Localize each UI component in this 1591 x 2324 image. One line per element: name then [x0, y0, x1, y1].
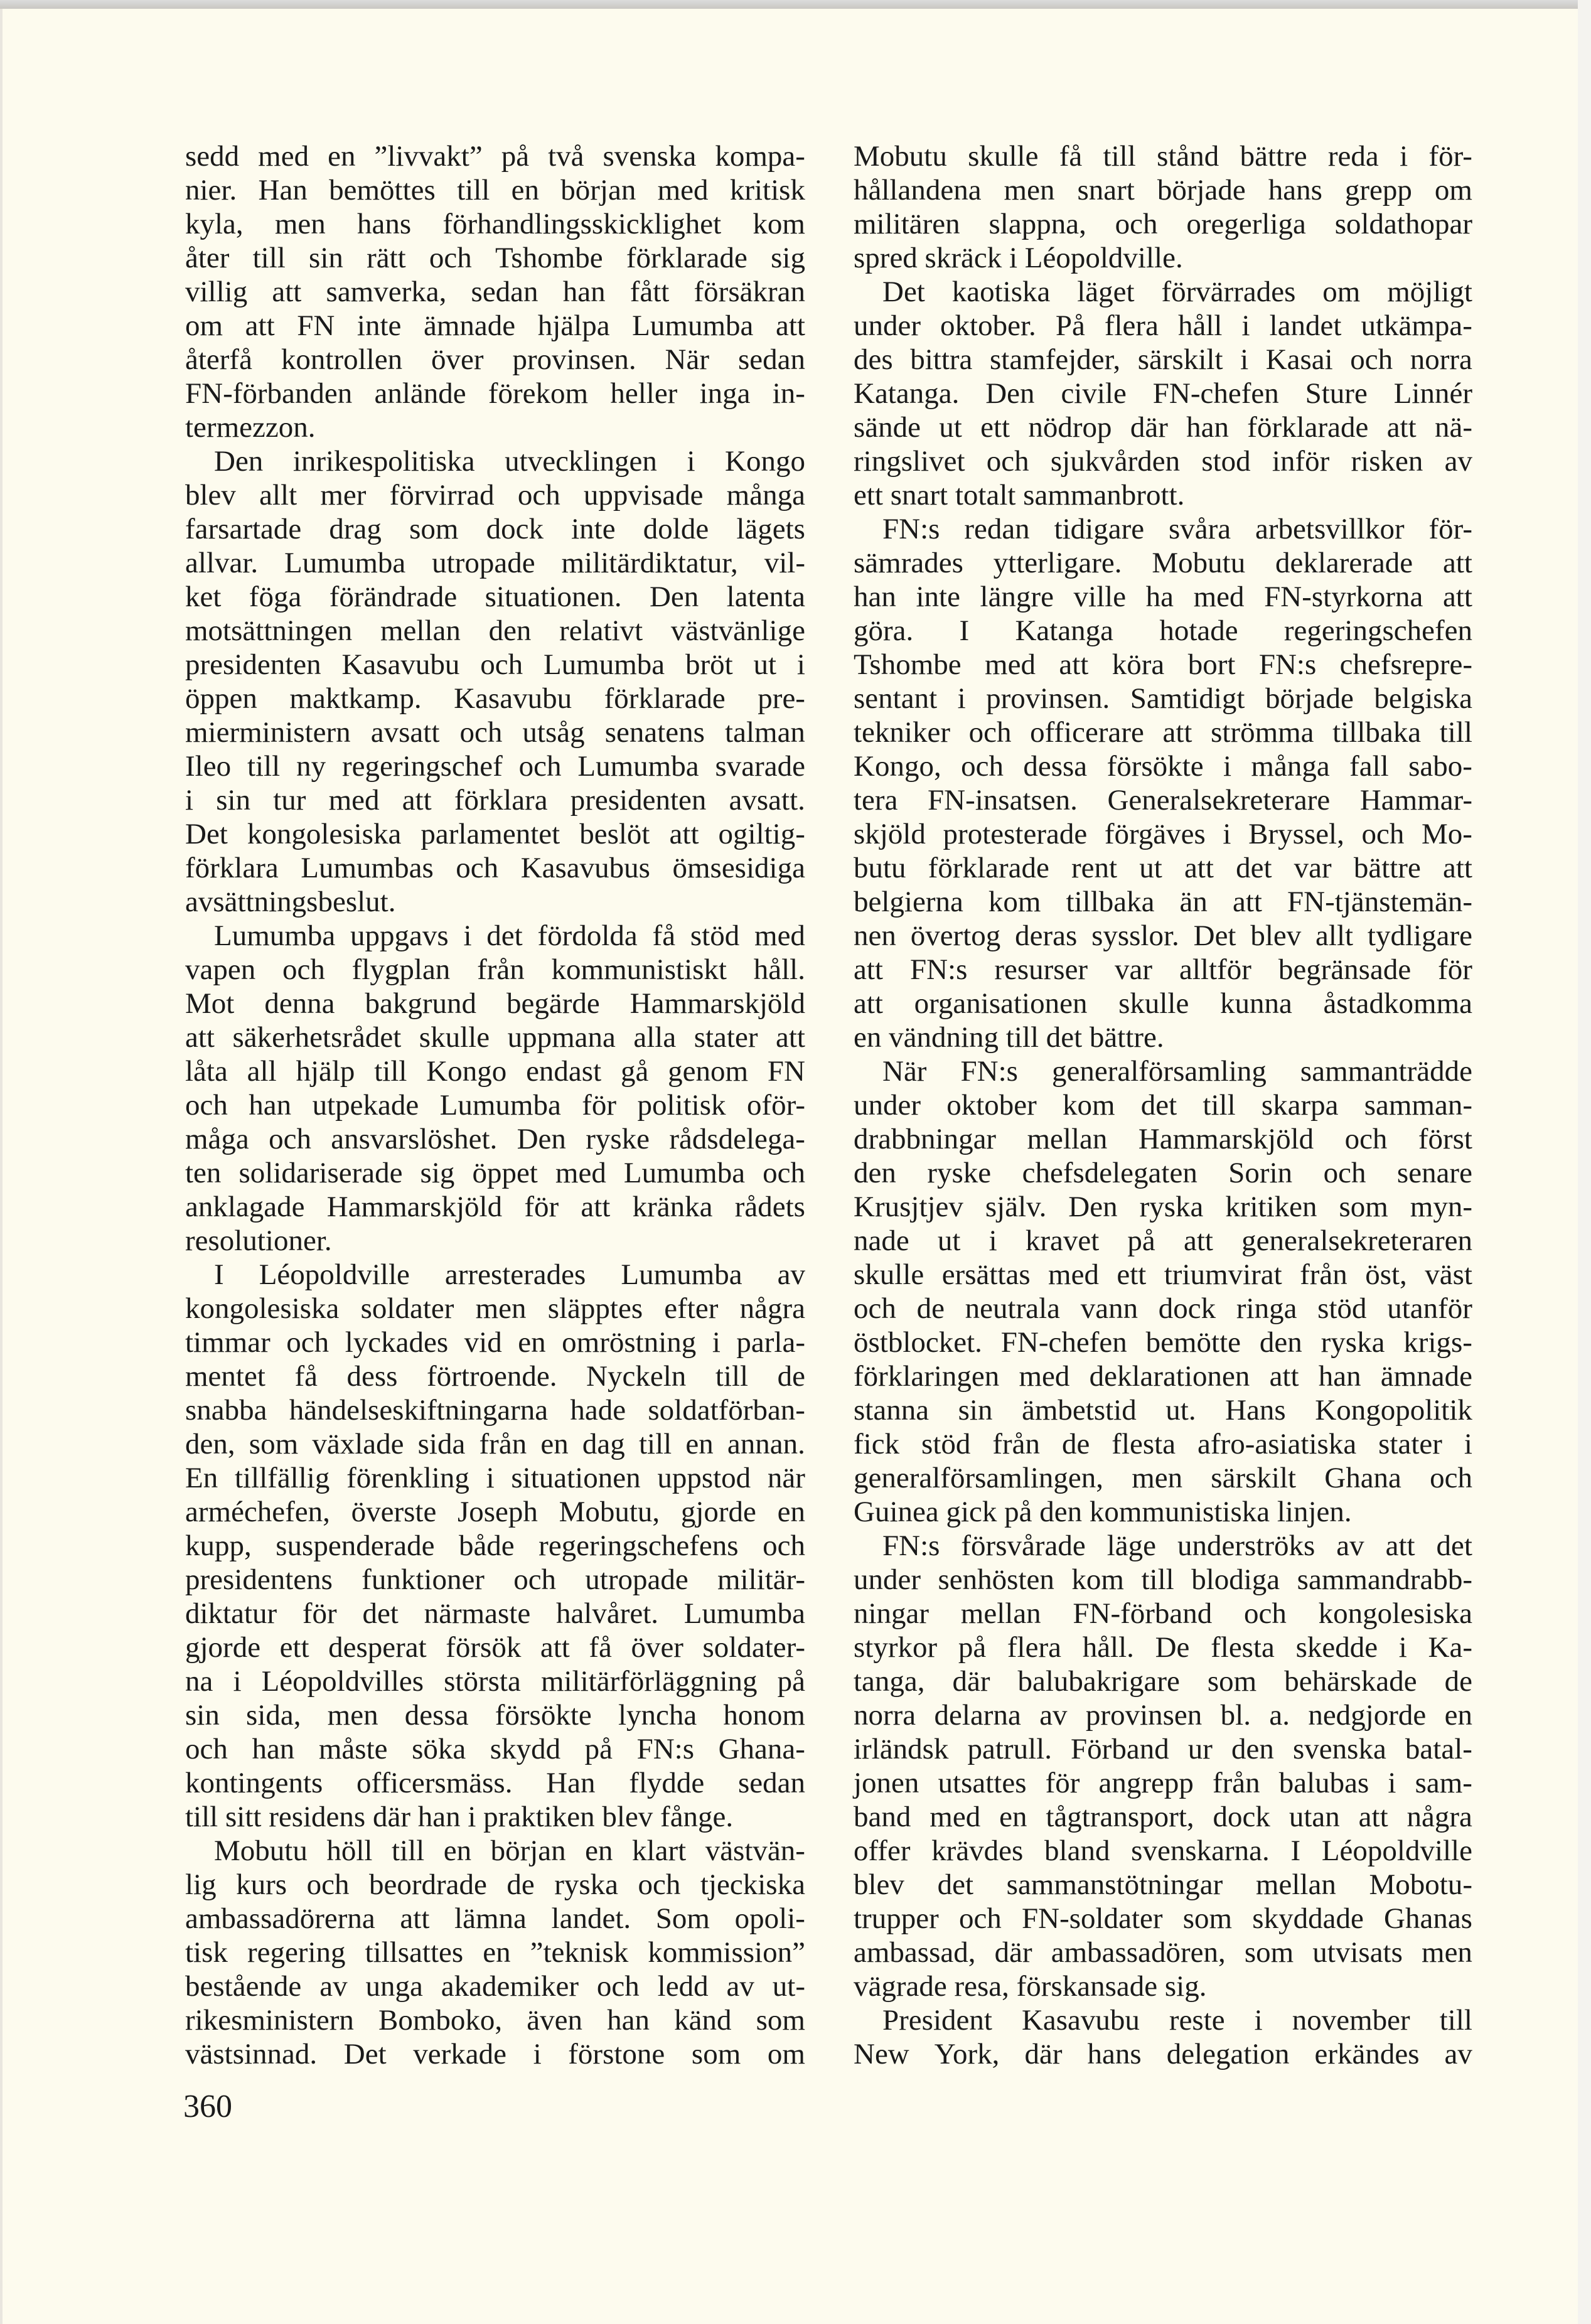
- text-line: förklaringen med deklarationen att han ämnade: [854, 1360, 1472, 1393]
- text-line: irländsk patrull. Förband ur den svenska batal-: [854, 1733, 1472, 1765]
- text-line: låta all hjälp till Kongo endast gå genom FN: [185, 1055, 805, 1088]
- text-line: New York, där hans delegation erkändes av: [854, 2038, 1472, 2070]
- text-line: tisk regering tillsattes en ”teknisk kommission”: [185, 1936, 805, 1969]
- scan-top-edge: [0, 0, 1591, 9]
- text-line: President Kasavubu reste i november till: [882, 2004, 1472, 2037]
- text-line: hållandena men snart började hans grepp om: [854, 174, 1472, 206]
- text-line: farsartade drag som dock inte dolde lägets: [185, 513, 805, 545]
- text-line: om att FN inte ämnade hjälpa Lumumba att: [185, 309, 805, 342]
- text-line: I Léopoldville arresterades Lumumba av: [214, 1258, 805, 1291]
- text-line: öppen maktkamp. Kasavubu förklarade pre-: [185, 682, 805, 715]
- text-line: under senhösten kom till blodiga sammandrabb-: [854, 1563, 1472, 1596]
- paragraph: [854, 512, 1472, 1054]
- text-line: Tshombe med att köra bort FN:s chefsrepre-: [854, 648, 1472, 681]
- text-line: band med en tågtransport, dock utan att några: [854, 1801, 1472, 1833]
- text-line: generalförsamlingen, men särskilt Ghana och: [854, 1462, 1472, 1494]
- text-line: diktatur för det närmaste halvåret. Lumumba: [185, 1597, 805, 1630]
- paragraph: [185, 1258, 805, 1834]
- text-line: ten solidariserade sig öppet med Lumumba och: [185, 1157, 805, 1189]
- text-line: och han utpekade Lumumba för politisk oför-: [185, 1089, 805, 1122]
- text-line: na i Léopoldvilles största militärförläggning på: [185, 1665, 805, 1698]
- text-line: i sin tur med att förklara presidenten avsatt.: [185, 784, 805, 817]
- text-line: åter till sin rätt och Tshombe förklarade sig: [185, 242, 805, 274]
- text-line: rikesministern Bomboko, även han känd som: [185, 2004, 805, 2037]
- text-line: att säkerhetsrådet skulle uppmana alla stater att: [185, 1021, 805, 1054]
- text-column-left: [185, 139, 805, 2071]
- text-line: Mobutu höll till en början en klart västvän-: [214, 1834, 805, 1867]
- text-line: stanna sin ämbetstid ut. Hans Kongopolitik: [854, 1394, 1472, 1427]
- text-line: sentant i provinsen. Samtidigt började belgiska: [854, 682, 1472, 715]
- text-line: kontingents officersmäss. Han flydde sedan: [185, 1767, 805, 1799]
- text-line: nier. Han bemöttes till en början med kritisk: [185, 174, 805, 206]
- paragraph: [854, 1054, 1472, 1529]
- text-line: timmar och lyckades vid en omröstning i parla-: [185, 1326, 805, 1359]
- text-line: mierministern avsatt och utsåg senatens talman: [185, 716, 805, 749]
- text-line: under oktober. På flera håll i landet utkämpa-: [854, 309, 1472, 342]
- text-line: han inte längre ville ha med FN-styrkorna att: [854, 581, 1472, 613]
- text-line: skulle ersättas med ett triumvirat från öst, väst: [854, 1258, 1472, 1291]
- text-line: FN:s försvårade läge underströks av att det: [882, 1529, 1472, 1562]
- page-number: 360: [183, 2089, 232, 2124]
- text-line: Guinea gick på den kommunistiska linjen.: [854, 1496, 1352, 1528]
- text-line: skjöld protesterade förgäves i Bryssel, och Mo-: [854, 818, 1472, 850]
- text-line: tekniker och officerare att strömma tillbaka till: [854, 716, 1472, 749]
- text-line: och han måste söka skydd på FN:s Ghana-: [185, 1733, 805, 1765]
- text-line: till sitt residens där han i praktiken blev fånge.: [185, 1801, 734, 1833]
- text-line: Ileo till ny regeringschef och Lumumba svarade: [185, 750, 805, 783]
- text-line: Mobutu skulle få till stånd bättre reda i för-: [854, 140, 1472, 173]
- text-line: göra. I Katanga hotade regeringschefen: [854, 614, 1472, 647]
- text-line: nen övertog deras sysslor. Det blev allt tydligare: [854, 919, 1472, 952]
- text-line: trupper och FN-soldater som skyddade Ghanas: [854, 1902, 1472, 1935]
- text-line: Det kongolesiska parlamentet beslöt att ogiltig-: [185, 818, 805, 850]
- text-line: sände ut ett nödrop där han förklarade att nä-: [854, 411, 1472, 444]
- text-line: måga och ansvarslöshet. Den ryske rådsdelega-: [185, 1123, 805, 1155]
- text-line: ambassadörerna att lämna landet. Som opoli-: [185, 1902, 805, 1935]
- text-line: kupp, suspenderade både regeringschefens och: [185, 1529, 805, 1562]
- text-line: termezzon.: [185, 411, 316, 444]
- text-line: anklagade Hammarskjöld för att kränka rådets: [185, 1191, 805, 1223]
- text-line: ket föga förändrade situationen. Den latenta: [185, 581, 805, 613]
- text-line: arméchefen, överste Joseph Mobutu, gjorde en: [185, 1496, 805, 1528]
- text-line: ringslivet och sjukvården stod inför risken av: [854, 445, 1472, 478]
- paragraph: [854, 1529, 1472, 2003]
- text-line: mentet få dess förtroende. Nyckeln till de: [185, 1360, 805, 1393]
- text-column-right: [854, 139, 1472, 2071]
- text-line: ett snart totalt sammanbrott.: [854, 479, 1185, 511]
- text-line: östblocket. FN-chefen bemötte den ryska krigs-: [854, 1326, 1472, 1359]
- text-line: Mot denna bakgrund begärde Hammarskjöld: [185, 987, 805, 1020]
- text-line: FN:s redan tidigare svåra arbetsvillkor för-: [882, 513, 1472, 545]
- text-line: tera FN-insatsen. Generalsekreterare Hammar-: [854, 784, 1472, 817]
- text-line: allvar. Lumumba utropade militärdiktatur, vil-: [185, 547, 805, 579]
- text-line: militären slappna, och oregerliga soldathopar: [854, 208, 1472, 240]
- text-line: Katanga. Den civile FN-chefen Sture Linnér: [854, 377, 1472, 410]
- text-line: att FN:s resurser var alltför begränsade för: [854, 953, 1472, 986]
- text-line: drabbningar mellan Hammarskjöld och först: [854, 1123, 1472, 1155]
- text-line: spred skräck i Léopoldville.: [854, 242, 1183, 274]
- text-line: offer krävdes bland svenskarna. I Léopoldville: [854, 1834, 1472, 1867]
- paragraph: [185, 444, 805, 919]
- paragraph: [185, 139, 805, 444]
- text-line: norra delarna av provinsen bl. a. nedgjorde en: [854, 1699, 1472, 1732]
- text-line: vägrade resa, förskansade sig.: [854, 1970, 1207, 2003]
- text-line: västsinnad. Det verkade i förstone som om: [185, 2038, 805, 2070]
- text-line: bestående av unga akademiker och ledd av ut-: [185, 1970, 805, 2003]
- text-line: butu förklarade rent ut att det var bättre att: [854, 852, 1472, 884]
- text-line: att organisationen skulle kunna åstadkomma: [854, 987, 1472, 1020]
- text-line: sämrades ytterligare. Mobutu deklarerade att: [854, 547, 1472, 579]
- text-line: Kongo, och dessa försökte i många fall sabo-: [854, 750, 1472, 783]
- text-line: avsättningsbeslut.: [185, 886, 396, 918]
- text-line: och de neutrala vann dock ringa stöd utanför: [854, 1292, 1472, 1325]
- text-line: des bittra stamfejder, särskilt i Kasai och norra: [854, 343, 1472, 376]
- text-line: FN-förbanden anlände förekom heller inga in-: [185, 377, 805, 410]
- text-line: En tillfällig förenkling i situationen uppstod när: [185, 1462, 805, 1494]
- text-line: Den inrikespolitiska utvecklingen i Kongo: [214, 445, 805, 478]
- text-line: under oktober kom det till skarpa samman-: [854, 1089, 1472, 1122]
- text-line: snabba händelseskiftningarna hade soldatförban-: [185, 1394, 805, 1427]
- text-line: blev det sammanstötningar mellan Mobotu-: [854, 1868, 1472, 1901]
- text-line: presidenten Kasavubu och Lumumba bröt ut i: [185, 648, 805, 681]
- text-line: nade ut i kravet på att generalsekreteraren: [854, 1224, 1472, 1257]
- text-line: sedd med en ”livvakt” på två svenska kompa-: [185, 140, 805, 173]
- text-line: den ryske chefsdelegaten Sorin och senare: [854, 1157, 1472, 1189]
- paragraph: [854, 275, 1472, 512]
- text-line: Lumumba uppgavs i det fördolda få stöd med: [214, 919, 805, 952]
- text-line: presidentens funktioner och utropade militär-: [185, 1563, 805, 1596]
- text-line: kongolesiska soldater men släpptes efter några: [185, 1292, 805, 1325]
- text-line: jonen utsattes för angrepp från balubas i sam-: [854, 1767, 1472, 1799]
- text-line: vapen och flygplan från kommunistiskt håll.: [185, 953, 805, 986]
- text-line: villig att samverka, sedan han fått försäkran: [185, 276, 805, 308]
- scan-right-edge: [1578, 0, 1591, 2324]
- text-line: gjorde ett desperat försök att få över soldater-: [185, 1631, 805, 1664]
- paragraph: [854, 139, 1472, 275]
- paragraph: [185, 919, 805, 1258]
- text-line: kyla, men hans förhandlingsskicklighet kom: [185, 208, 805, 240]
- text-line: Krusjtjev själv. Den ryska kritiken som myn-: [854, 1191, 1472, 1223]
- text-line: förklara Lumumbas och Kasavubus ömsesidiga: [185, 852, 805, 884]
- text-line: styrkor på flera håll. De flesta skedde i Ka-: [854, 1631, 1472, 1664]
- paragraph: [185, 1834, 805, 2071]
- text-line: den, som växlade sida från en dag till en annan.: [185, 1428, 805, 1460]
- text-line: När FN:s generalförsamling sammanträdde: [882, 1055, 1472, 1088]
- text-line: Det kaotiska läget förvärrades om möjligt: [882, 276, 1472, 308]
- text-line: motsättningen mellan den relativt västvänlige: [185, 614, 805, 647]
- text-line: ningar mellan FN-förband och kongolesiska: [854, 1597, 1472, 1630]
- text-line: ambassad, där ambassadören, som utvisats men: [854, 1936, 1472, 1969]
- text-line: lig kurs och beordrade de ryska och tjeckiska: [185, 1868, 805, 1901]
- paragraph: [854, 2003, 1472, 2071]
- text-line: blev allt mer förvirrad och uppvisade många: [185, 479, 805, 511]
- text-line: återfå kontrollen över provinsen. När sedan: [185, 343, 805, 376]
- text-line: belgierna kom tillbaka än att FN-tjänstemän-: [854, 886, 1472, 918]
- text-line: fick stöd från de flesta afro-asiatiska stater i: [854, 1428, 1472, 1460]
- text-line: resolutioner.: [185, 1224, 332, 1257]
- text-line: tanga, där balubakrigare som behärskade de: [854, 1665, 1472, 1698]
- text-line: en vändning till det bättre.: [854, 1021, 1164, 1054]
- text-line: sin sida, men dessa försökte lyncha honom: [185, 1699, 805, 1732]
